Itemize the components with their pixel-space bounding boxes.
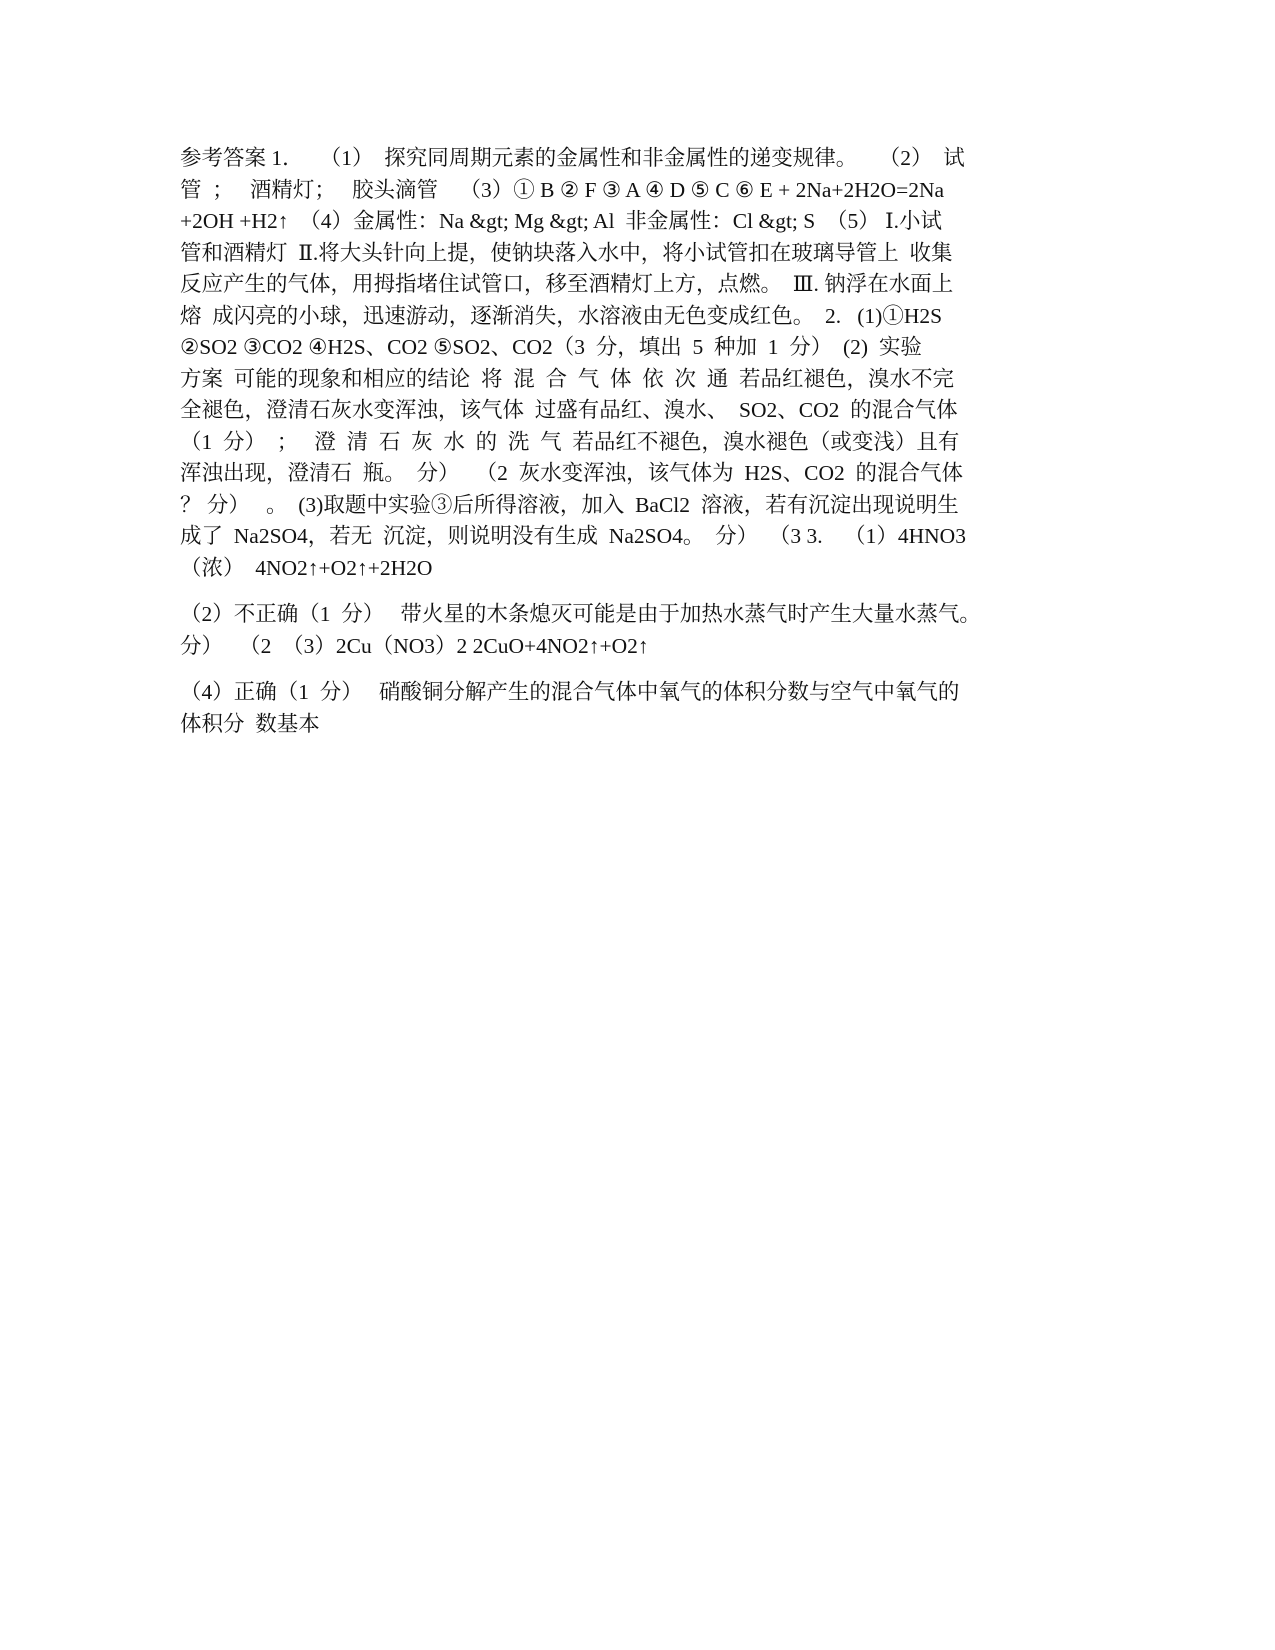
- answer-document: [180, 143, 1060, 740]
- text-line: （1 分） ； 澄 清 石 灰 水 的 洗 气 若品红不褪色，溴水褪色（或变浅）且有: [180, 429, 960, 454]
- text-line: （浓） 4NO2↑+O2↑+2H2O: [180, 555, 433, 580]
- paragraph-1: [180, 143, 1060, 584]
- paragraph-spacer: [180, 584, 1060, 599]
- text-line: 管和酒精灯 Ⅱ.将大头针向上提，使钠块落入水中，将小试管扣在玻璃导管上 收集: [180, 240, 953, 265]
- text-line: 参考答案 1． （1） 探究同周期元素的金属性和非金属性的递变规律。 （2） 试: [180, 146, 965, 170]
- text-line: +2OH +H2↑ （4）金属性：Na &gt; Mg &gt; Al 非金属性：Cl &gt; S （5） Ⅰ.小试: [180, 209, 942, 233]
- text-line: ②SO2 ③CO2 ④H2S、CO2 ⑤SO2、CO2（3 分，填出 5 种加 1 分） (2) 实验: [180, 335, 922, 359]
- text-line: 分） （2 （3）2Cu（NO3）2 2CuO+4NO2↑+O2↑: [180, 633, 649, 658]
- paragraph-spacer: [180, 662, 1060, 677]
- paragraph-3: [180, 677, 1060, 740]
- text-line: 熔 成闪亮的小球，迅速游动，逐渐消失，水溶液由无色变成红色。 2. (1)①H2S: [180, 303, 943, 328]
- text-line: ？ 分） 。 (3)取题中实验③后所得溶液，加入 BaCl2 溶液，若有沉淀出现说明生: [180, 492, 959, 517]
- paragraph-2: [180, 599, 1060, 662]
- text-line: （2）不正确（1 分） 带火星的木条熄灭可能是由于加热水蒸气时产生大量水蒸气。: [180, 602, 981, 626]
- text-line: 全褪色，澄清石灰水变浑浊，该气体 过盛有品红、溴水、 SO2、CO2 的混合气体: [180, 398, 958, 422]
- text-line: 反应产生的气体，用拇指堵住试管口，移至酒精灯上方，点燃。 Ⅲ. 钠浮在水面上: [180, 272, 954, 296]
- text-line: 管 ； 酒精灯； 胶头滴管 （3）① B ② F ③ A ④ D ⑤ C ⑥ E + 2Na+2H2O=2Na: [180, 177, 945, 202]
- text-line: 方案 可能的现象和相应的结论 将 混 合 气 体 依 次 通 若品红褪色，溴水不完: [180, 366, 955, 391]
- text-line: （4）正确（1 分） 硝酸铜分解产生的混合气体中氧气的体积分数与空气中氧气的: [180, 680, 960, 704]
- text-line: 浑浊出现，澄清石 瓶。 分） （2 灰水变浑浊，该气体为 H2S、CO2 的混合气体: [180, 461, 963, 485]
- text-line: 成了 Na2SO4，若无 沉淀，则说明没有生成 Na2SO4。 分） （3 3. （1）4HNO3: [180, 524, 966, 548]
- text-line: 体积分 数基本: [180, 711, 320, 736]
